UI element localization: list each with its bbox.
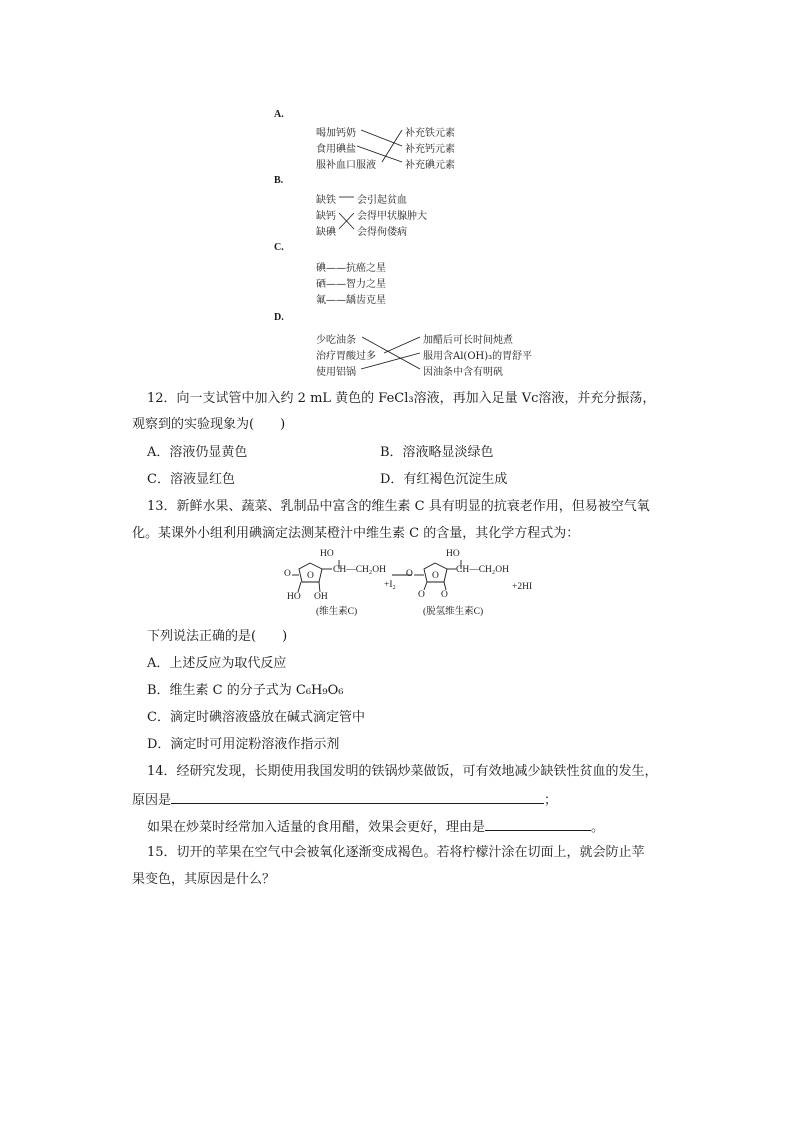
q14-answer-blank-1[interactable] bbox=[171, 789, 544, 804]
right-carbonyl-o: O bbox=[406, 569, 413, 579]
option-d-left-1: 少吃油条 bbox=[316, 335, 356, 346]
option-c-row-2: 硒——智力之星 bbox=[316, 279, 386, 290]
left-oh-bottom: OH bbox=[314, 592, 328, 602]
q15-stem-line-2: 果变色，其原因是什么？ bbox=[132, 872, 276, 887]
q13-option-a[interactable]: A．上述反应为取代反应 bbox=[147, 656, 287, 671]
left-ho-bottom: HO bbox=[287, 592, 301, 602]
left-side-chain: CH—CH₂OH bbox=[333, 565, 386, 575]
q13-stem-line-2: 化。某课外小组利用碘滴定法测某橙汁中维生素 C 的含量，其化学方程式为： bbox=[132, 526, 580, 541]
option-a-right-1: 补充铁元素 bbox=[405, 128, 455, 139]
q14-reason-label: 原因是 bbox=[132, 793, 172, 808]
option-b-left-2: 缺钙 bbox=[316, 211, 336, 222]
right-o-bottom-right: O bbox=[441, 590, 448, 600]
q12-stem-line-2: 观察到的实验现象为( ) bbox=[132, 417, 286, 432]
left-ring-o: O bbox=[307, 571, 314, 581]
q14-period: 。 bbox=[591, 820, 605, 835]
option-b-letter: B. bbox=[274, 175, 284, 186]
option-a-right-3: 补充碘元素 bbox=[405, 160, 455, 171]
option-c-row-1: 碘——抗癌之星 bbox=[316, 263, 386, 274]
left-carbonyl-o: O bbox=[284, 569, 291, 579]
iodine-reagent: +I₂ bbox=[384, 580, 396, 590]
q14-semicolon: ； bbox=[544, 793, 558, 808]
option-a-right-2: 补充钙元素 bbox=[405, 144, 455, 155]
option-d-right-2: 服用含Al(OH)₃的胃舒平 bbox=[423, 351, 533, 362]
q13-prompt: 下列说法正确的是( ) bbox=[147, 629, 288, 644]
option-d-letter: D. bbox=[274, 312, 284, 323]
q12-option-b[interactable]: B．溶液略显淡绿色 bbox=[380, 445, 494, 460]
q13-option-d[interactable]: D．滴定时可用淀粉溶液作指示剂 bbox=[147, 737, 340, 752]
option-b-left-3: 缺碘 bbox=[316, 227, 336, 238]
q12-stem-line-1: 12．向一支试管中加入约 2 mL 黄色的 FeCl₃溶液，再加入足量 Vc溶液，并充分振荡， bbox=[147, 391, 656, 406]
vitamin-c-label: (维生素C) bbox=[316, 607, 358, 617]
q12-option-a[interactable]: A．溶液仍显黄色 bbox=[147, 445, 248, 460]
right-ho-top: HO bbox=[446, 549, 460, 559]
option-d-left-3: 使用铝锅 bbox=[316, 367, 356, 378]
right-o-bottom-left: O bbox=[418, 590, 425, 600]
right-side-chain: CH—CH₂OH bbox=[456, 565, 509, 575]
q13-option-b[interactable]: B．维生素 C 的分子式为 C₆H₉O₆ bbox=[147, 683, 344, 698]
q12-option-d[interactable]: D．有红褐色沉淀生成 bbox=[380, 472, 508, 487]
option-d-right-3: 因油条中含有明矾 bbox=[423, 367, 503, 378]
q15-stem-line-1: 15．切开的苹果在空气中会被氧化逐渐变成褐色。若将柠檬汁涂在切面上，就会防止苹 bbox=[147, 845, 645, 860]
dehydro-vitamin-c-label: (脱氢维生素C) bbox=[423, 607, 484, 617]
option-a-left-1: 喝加钙奶 bbox=[316, 128, 356, 139]
q14-stem-line-1: 14．经研究发现，长期使用我国发明的铁锅炒菜做饭，可有效地减少缺铁性贫血的发生， bbox=[147, 764, 658, 779]
option-b-right-2: 会得甲状腺肿大 bbox=[357, 211, 427, 222]
option-b-right-3: 会得佝偻病 bbox=[357, 227, 407, 238]
q12-option-c[interactable]: C．溶液显红色 bbox=[147, 472, 235, 487]
left-ho-top: HO bbox=[320, 549, 334, 559]
q13-stem-line-1: 13．新鲜水果、蔬菜、乳制品中富含的维生素 C 具有明显的抗衰老作用，但易被空气氧 bbox=[147, 499, 650, 514]
option-a-left-2: 食用碘盐 bbox=[316, 144, 356, 155]
option-b-left-1: 缺铁 bbox=[316, 195, 336, 206]
right-ring-o: O bbox=[432, 571, 439, 581]
q13-option-c[interactable]: C．滴定时碘溶液盛放在碱式滴定管中 bbox=[147, 710, 365, 725]
q14-answer-blank-2[interactable] bbox=[485, 816, 591, 831]
option-d-left-2: 治疗胃酸过多 bbox=[316, 351, 376, 362]
option-a-letter: A. bbox=[274, 109, 284, 120]
q14-stem-line-2 bbox=[132, 789, 557, 811]
option-c-row-3: 氟——龋齿克星 bbox=[316, 295, 386, 306]
option-a-left-3: 服补血口服液 bbox=[316, 160, 376, 171]
q14-stem-line-3 bbox=[147, 816, 604, 838]
option-c-letter: C. bbox=[274, 242, 284, 253]
q14-vinegar-question: 如果在炒菜时经常加入适量的食用醋，效果会更好，理由是 bbox=[147, 820, 486, 835]
option-d-right-1: 加醋后可长时间炖煮 bbox=[423, 335, 513, 346]
option-b-right-1: 会引起贫血 bbox=[357, 195, 407, 206]
hi-product: +2HI bbox=[512, 582, 533, 592]
